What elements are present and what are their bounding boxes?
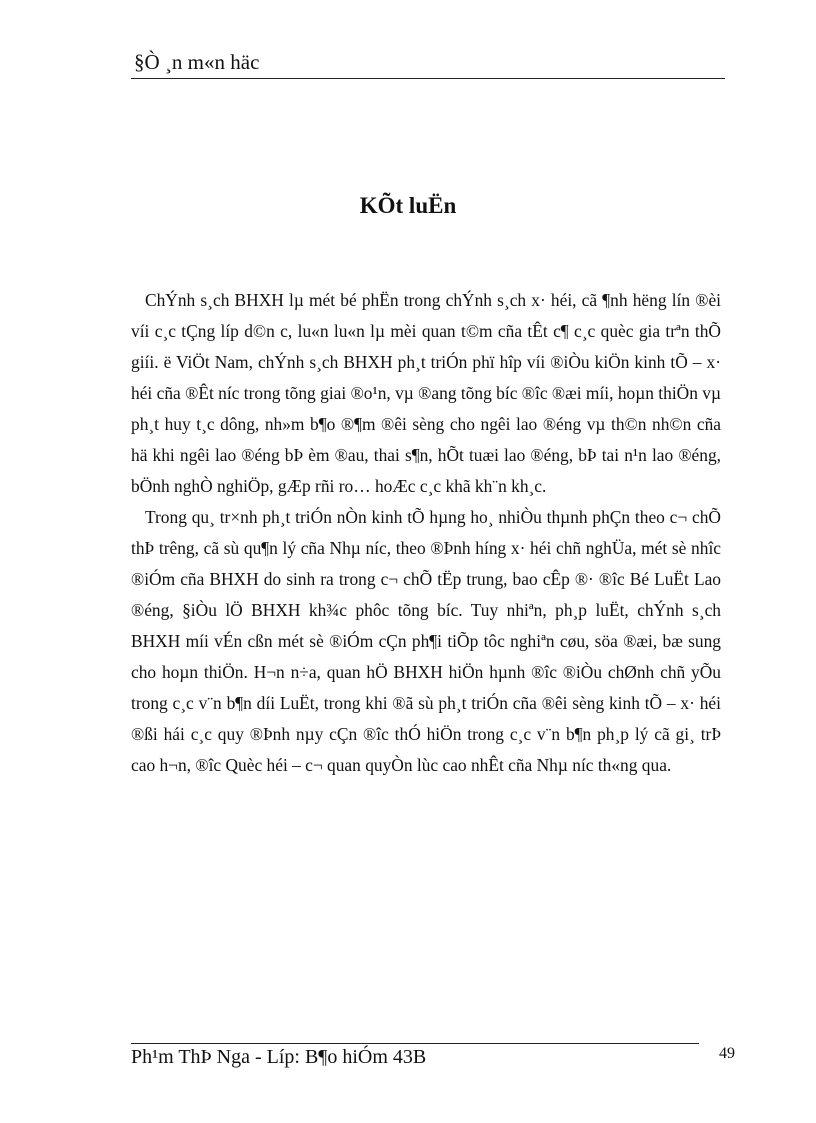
footer-divider — [131, 1043, 699, 1044]
page-number: 49 — [719, 1045, 735, 1062]
section-heading: KÕt luËn — [359, 193, 457, 218]
footer-author: Ph¹m ThÞ Nga - Líp: B¶o hiÓm 43B — [131, 1046, 427, 1068]
paragraph-2: Trong qu¸ tr×nh ph¸t triÓn nÒn kinh tÕ hµng ho¸ nhiÒu thµnh phÇn theo c¬ chÕ thÞ trêng, cã sù qu¶n lý cña Nhµ níc, theo ®Þnh híng x· héi chñ nghÜa, mét sè nhîc ®iÓm cña BHXH do sinh ra trong c¬ chÕ tËp trung, bao cÊp ®· ®îc Bé LuËt Lao ®éng, §iÒu lÖ BHXH kh¾c phôc tõng bíc. Tuy nhiªn, ph¸p luËt, chÝnh s¸ch BHXH míi vÉn cßn mét sè ®iÓm cÇn ph¶i tiÕp tôc nghiªn cøu, söa ®æi, bæ sung cho hoµn thiÖn. H¬n n÷a, quan hÖ BHXH hiÖn hµnh ®îc ®iÒu chØnh chñ yÕu trong c¸c v¨n b¶n díi LuËt, trong khi ®ã sù ph¸t triÓn cña ®êi sèng kinh tÕ – x· héi ®ßi hái c¸c quy ®Þnh nµy cÇn ®îc thÓ hiÖn trong c¸c v¨n b¶n ph¸p lý cã gi¸ trÞ cao h¬n, ®îc Quèc héi – c¬ quan quyÒn lùc cao nhÊt cña Nhµ níc th«ng qua. — [131, 507, 721, 775]
body-text — [131, 285, 721, 781]
header-title: §Ò ¸n m«n häc — [134, 50, 260, 74]
paragraph-1: ChÝnh s¸ch BHXH lµ mét bé phËn trong chÝnh s¸ch x· héi, cã ¶nh hëng lín ®èi víi c¸c tÇng líp d©n c, lu«n lu«n lµ mèi quan t©m cña tÊt c¶ c¸c quèc gia trªn thÕ giíi. ë ViÖt Nam, chÝnh s¸ch BHXH ph¸t triÓn phï hîp víi ®iÒu kiÖn kinh tÕ – x· héi cña ®Êt níc trong tõng giai ®o¹n, vµ ®ang tõng bíc ®îc ®æi míi, hoµn thiÖn vµ ph¸t huy t¸c dông, nh»m b¶o ®¶m ®êi sèng cho ngêi lao ®éng vµ th©n nh©n cña hä khi ngêi lao ®éng bÞ èm ®au, thai s¶n, hÕt tuæi lao ®éng, bÞ tai n¹n lao ®éng, bÖnh nghÒ nghiÖp, gÆp rñi ro… hoÆc c¸c khã kh¨n kh¸c. — [131, 290, 721, 496]
header-divider — [131, 78, 725, 79]
